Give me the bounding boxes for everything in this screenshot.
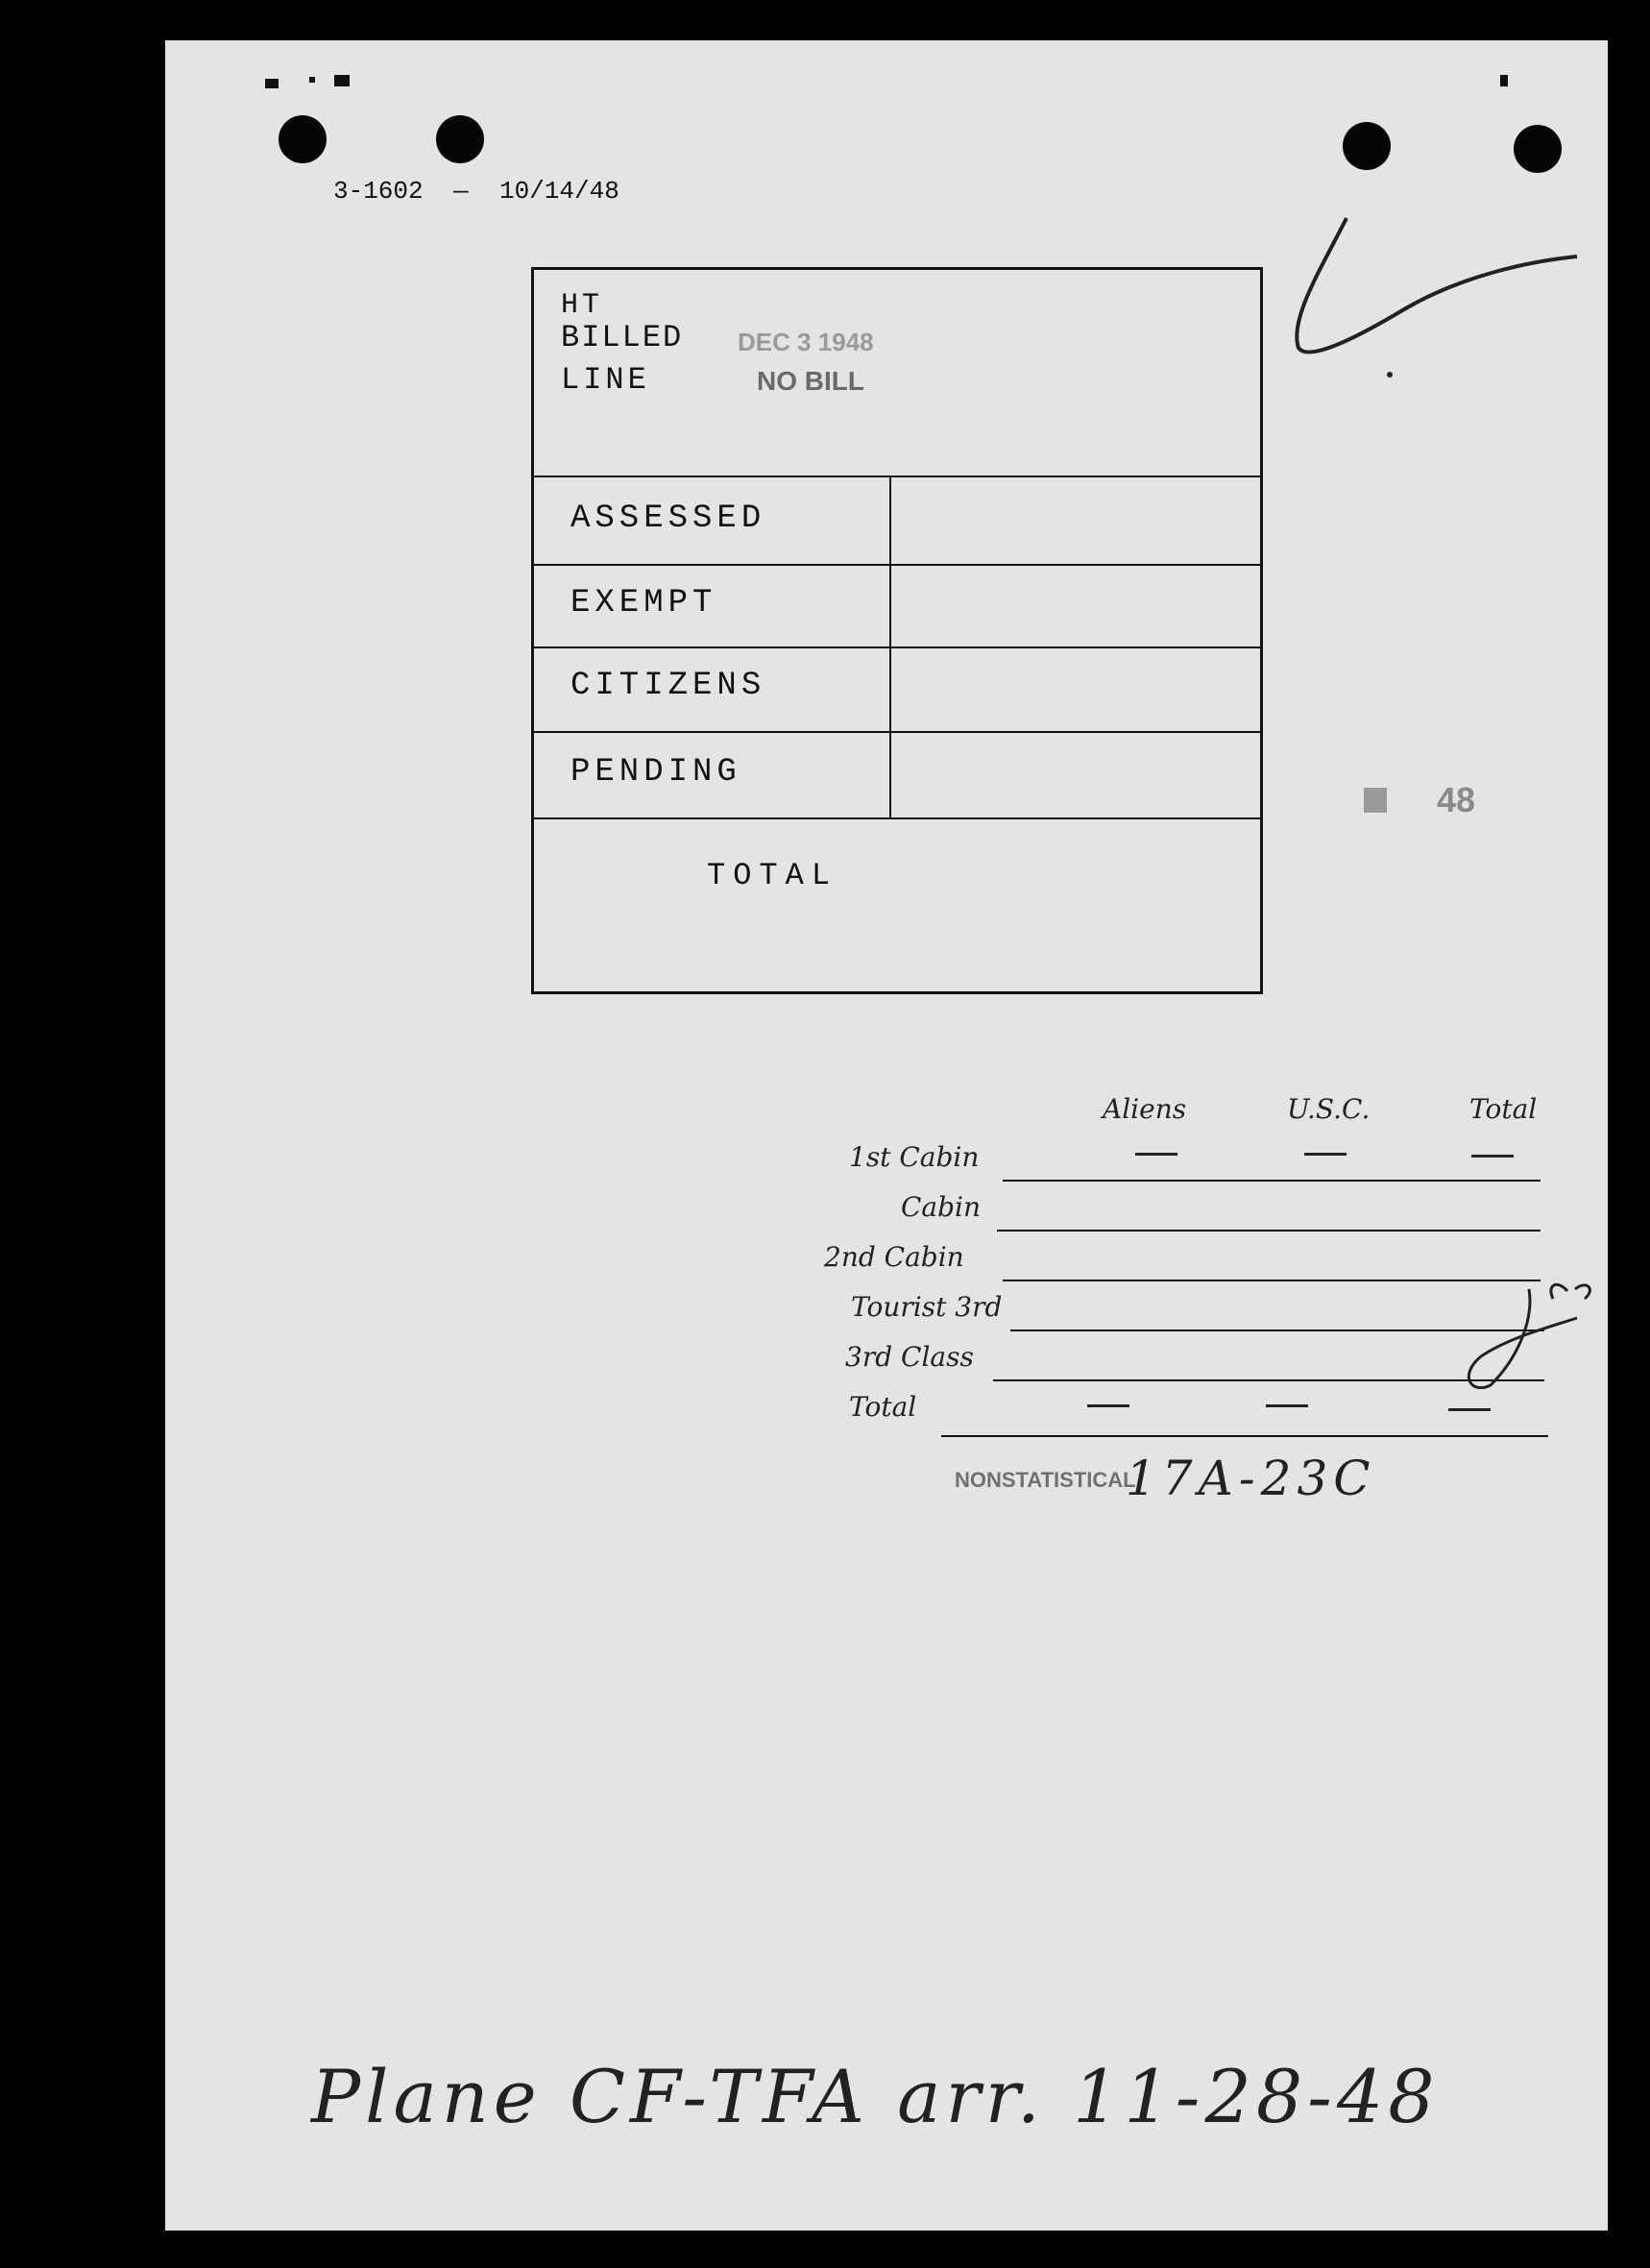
row-assessed [534,476,1260,566]
total-label: TOTAL [707,858,838,893]
aliens-dash [1087,1404,1129,1407]
total-dash [1448,1408,1491,1411]
billed-date-stamp: DEC 3 1948 [738,328,874,356]
ink-speck [1500,75,1508,86]
row-pending [534,733,1260,819]
billing-header [534,270,1260,477]
row-value [889,648,891,731]
row-line [1003,1280,1541,1281]
side-stamp-number: 48 [1437,780,1476,819]
line-no-bill-stamp: NO BILL [757,366,864,396]
nonstatistical-stamp: NONSTATISTICAL [955,1468,1136,1492]
billing-box [531,267,1263,994]
ink-speck [309,77,315,83]
usc-dash [1266,1404,1308,1407]
check-mark-icon [1270,165,1587,386]
reference-separator: — [453,177,469,206]
reference-number: 3-1602 [333,177,424,206]
billed-label: BILLED [561,320,684,355]
row-citizens [534,648,1260,733]
column-header-usc: U.S.C. [1287,1093,1371,1125]
row-line [941,1435,1548,1437]
row-line [997,1230,1541,1232]
row-label: PENDING [570,754,741,791]
ht-label: HT [561,289,604,322]
side-stamp-mark [1364,788,1387,813]
row-label-total: Total [849,1391,917,1423]
row-exempt [534,566,1260,648]
row-label-tourist-3rd: Tourist 3rd [851,1291,1003,1323]
row-value [889,733,891,817]
footer-note: Plane CF-TFA arr. 11-28-48 [311,2054,1440,2139]
nonstatistical-code: 17A-23C [1126,1451,1376,1506]
row-label-cabin: Cabin [901,1191,982,1223]
initials-signature-icon [1462,1241,1596,1395]
row-value [889,476,891,564]
line-label: LINE [561,362,650,398]
column-header-total: Total [1469,1093,1538,1125]
initials-text [1502,1270,1504,1271]
row-label-3rd-class: 3rd Class [845,1341,974,1373]
row-label: CITIZENS [570,668,766,704]
punch-hole [279,115,327,163]
ink-speck [334,75,350,86]
row-value [889,566,891,646]
row-label-2nd-cabin: 2nd Cabin [824,1241,964,1273]
usc-dash [1304,1153,1347,1156]
row-label: ASSESSED [570,500,766,537]
ink-speck [265,79,279,88]
row-label-1st-cabin: 1st Cabin [849,1141,980,1173]
aliens-dash [1135,1153,1177,1156]
column-header-aliens: Aliens [1103,1093,1187,1125]
row-label: EXEMPT [570,585,717,622]
row-line [1003,1180,1541,1182]
document-page [165,40,1608,2231]
punch-hole [1343,122,1391,170]
punch-hole [436,115,484,163]
total-dash [1471,1155,1514,1158]
reference-date: 10/14/48 [499,177,619,206]
